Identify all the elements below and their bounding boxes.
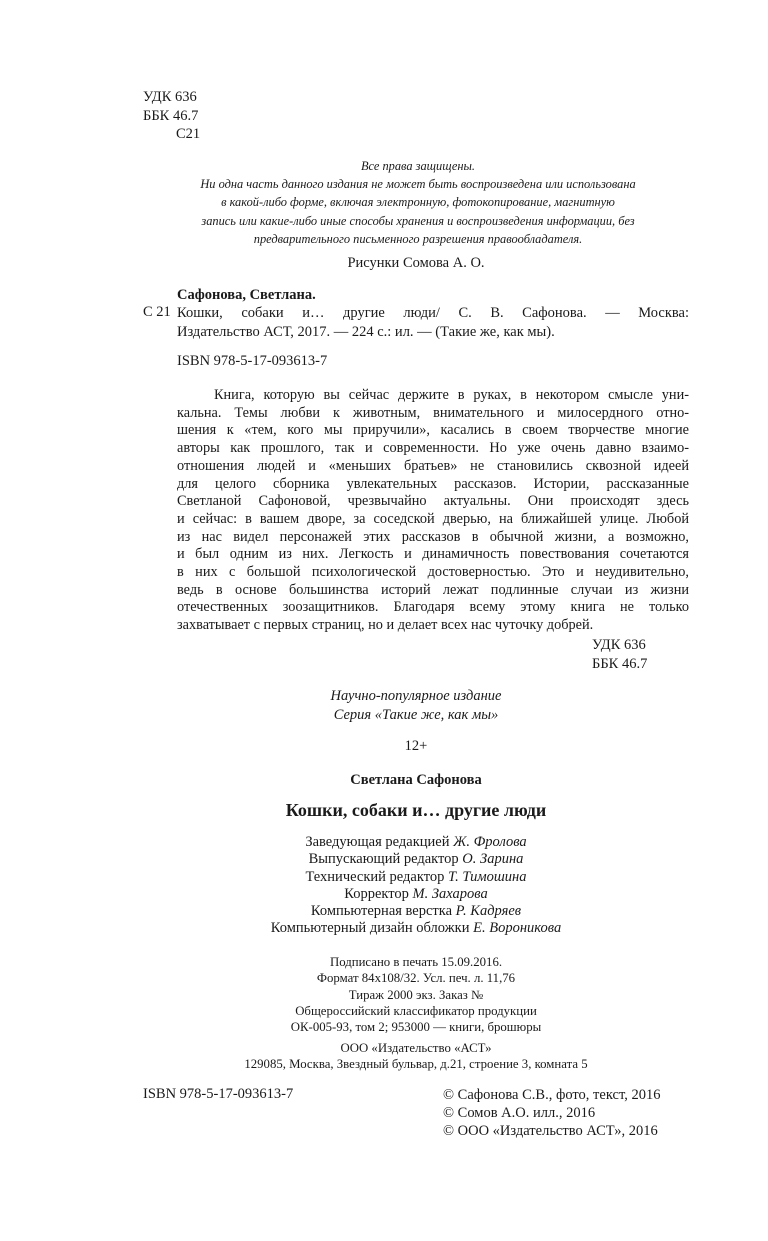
credit-name: Т. Тимошина	[447, 868, 527, 885]
publishing-line: ОК-005-93, том 2; 953000 — книги, брошюры	[290, 1020, 542, 1035]
credit-role: Заведующая редакцией	[305, 834, 450, 850]
credit-name: Ж. Фролова	[453, 834, 527, 850]
bib-author-heading: Сафонова, Светлана.	[177, 287, 316, 303]
annotation-line: авторы как прошлого, так и современности. Но уже очень давно взаимо-	[177, 440, 689, 457]
rights-notice	[150, 157, 686, 248]
bbk-code: ББК 46.7	[592, 655, 648, 672]
annotation-line: Книга, которую вы сейчас держите в руках, в некотором смысле уни-	[214, 387, 689, 403]
credit-line	[143, 920, 689, 937]
annotation-line: шения к «тем, кого мы приручили», касались в своем творчестве многие	[177, 422, 689, 439]
credit-line	[143, 851, 689, 868]
rights-line: Ни одна часть данного издания не может быть воспроизведена или использована	[200, 177, 636, 192]
credit-line	[143, 834, 689, 851]
rights-line: в какой-либо форме, включая электронную, фотокопирование, магнитную	[221, 195, 615, 210]
rights-line: предварительного письменного разрешения правообладателя.	[253, 231, 583, 246]
publishing-line: Формат 84х108/32. Усл. печ. л. 11,76	[316, 971, 516, 986]
annotation-line: и был одним из них. Легкость и динамичность повествования сочетаются	[177, 546, 689, 563]
credits-block	[143, 834, 689, 938]
credit-role: Корректор	[344, 885, 409, 902]
rights-line: Все права защищены.	[360, 159, 476, 173]
publishing-line: Тираж 2000 экз. Заказ №	[348, 987, 484, 1002]
annotation-line: отечественных зоозащитников. Благодаря всему этому книга не только	[177, 599, 689, 616]
bib-line: Кошки, собаки и… другие люди/ С. В. Сафонова. — Москва:	[177, 305, 689, 321]
annotation-line: из нас видел персонажей этих рассказов в обычной жизни, а возможно,	[177, 528, 689, 545]
annotation-line: отношения людей и «меньших братьев» не становились сквозной идеей	[177, 457, 689, 474]
credit-name: М. Захарова	[412, 885, 488, 902]
credit-name: Р. Кадряев	[455, 903, 522, 920]
rights-line: запись или какие-либо иные способы хранения и воспроизведения информации, без	[201, 213, 635, 228]
annotation	[177, 387, 689, 635]
annotation-line: ведь в основе большинства историй лежат подлинные случаи из жизни	[177, 581, 689, 598]
udk-code: УДК 636	[143, 89, 197, 105]
bib-line: Издательство АСТ, 2017. — 224 с.: ил. — (Такие же, как мы).	[177, 323, 555, 340]
credit-role: Технический редактор	[305, 868, 445, 885]
annotation-line: в них с большой психологической достоверностью. Это и неудивительно,	[177, 564, 689, 581]
copyright-line: © Сомов А.О. илл., 2016	[443, 1105, 596, 1121]
book-title: Кошки, собаки и… другие люди	[285, 800, 547, 820]
bib-isbn: ISBN 978-5-17-093613-7	[177, 353, 328, 369]
copyright-block	[443, 1086, 660, 1140]
publisher-address: 129085, Москва, Звездный бульвар, д.21, строение 3, комната 5	[244, 1057, 588, 1072]
publisher-name: ООО «Издательство «АСТ»	[340, 1041, 492, 1055]
credit-name: О. Зарина	[462, 851, 524, 868]
genre-series	[143, 687, 689, 724]
publishing-line: Общероссийский классификатор продукции	[295, 1003, 537, 1018]
credit-line	[143, 903, 689, 920]
series-label: Серия «Такие же, как мы»	[333, 706, 499, 723]
credit-line	[143, 886, 689, 903]
credit-line	[143, 869, 689, 886]
age-rating: 12+	[404, 738, 428, 754]
publisher-info	[143, 1040, 689, 1073]
credit-role: Компьютерный дизайн обложки	[270, 920, 470, 937]
copyright-line: © ООО «Издательство АСТ», 2016	[443, 1123, 658, 1139]
classification-block	[143, 88, 200, 144]
bib-code: С 21	[143, 304, 171, 320]
copyright-line: © Сафонова С.В., фото, текст, 2016	[443, 1087, 661, 1103]
publishing-info	[143, 954, 689, 1035]
bbk-code: ББК 46.7	[143, 107, 199, 124]
credit-role: Компьютерная верстка	[310, 903, 453, 920]
illustrations-credit: Рисунки Сомова А. О.	[347, 255, 485, 271]
annotation-line: Светланой Сафоновой, чрезвычайно актуальны. Они происходят здесь	[177, 493, 689, 510]
annotation-line: для целого сборника увлекательных рассказов. Истории, рассказанные	[177, 475, 689, 492]
udk-code: УДК 636	[592, 637, 646, 653]
credit-role: Выпускающий редактор	[308, 851, 463, 868]
publishing-line: Подписано в печать 15.09.2016.	[329, 955, 503, 969]
classification-right	[592, 636, 647, 673]
annotation-line: кальна. Темы любви к животным, внимательного и милосердного отно-	[177, 404, 689, 421]
author-mark: С21	[176, 126, 201, 142]
isbn-bottom: ISBN 978-5-17-093613-7	[143, 1086, 294, 1102]
annotation-line: захватывает с первых страниц, но и делает всех нас чуточку добрей.	[177, 617, 594, 634]
credit-name: Е. Вороникова	[473, 920, 562, 937]
annotation-line: и сейчас: в вашем дворе, за соседской дверью, на ближайшей улице. Любой	[177, 510, 689, 527]
bib-description	[177, 304, 689, 341]
author-name: Светлана Сафонова	[350, 772, 482, 788]
genre-label: Научно-популярное издание	[330, 688, 502, 704]
